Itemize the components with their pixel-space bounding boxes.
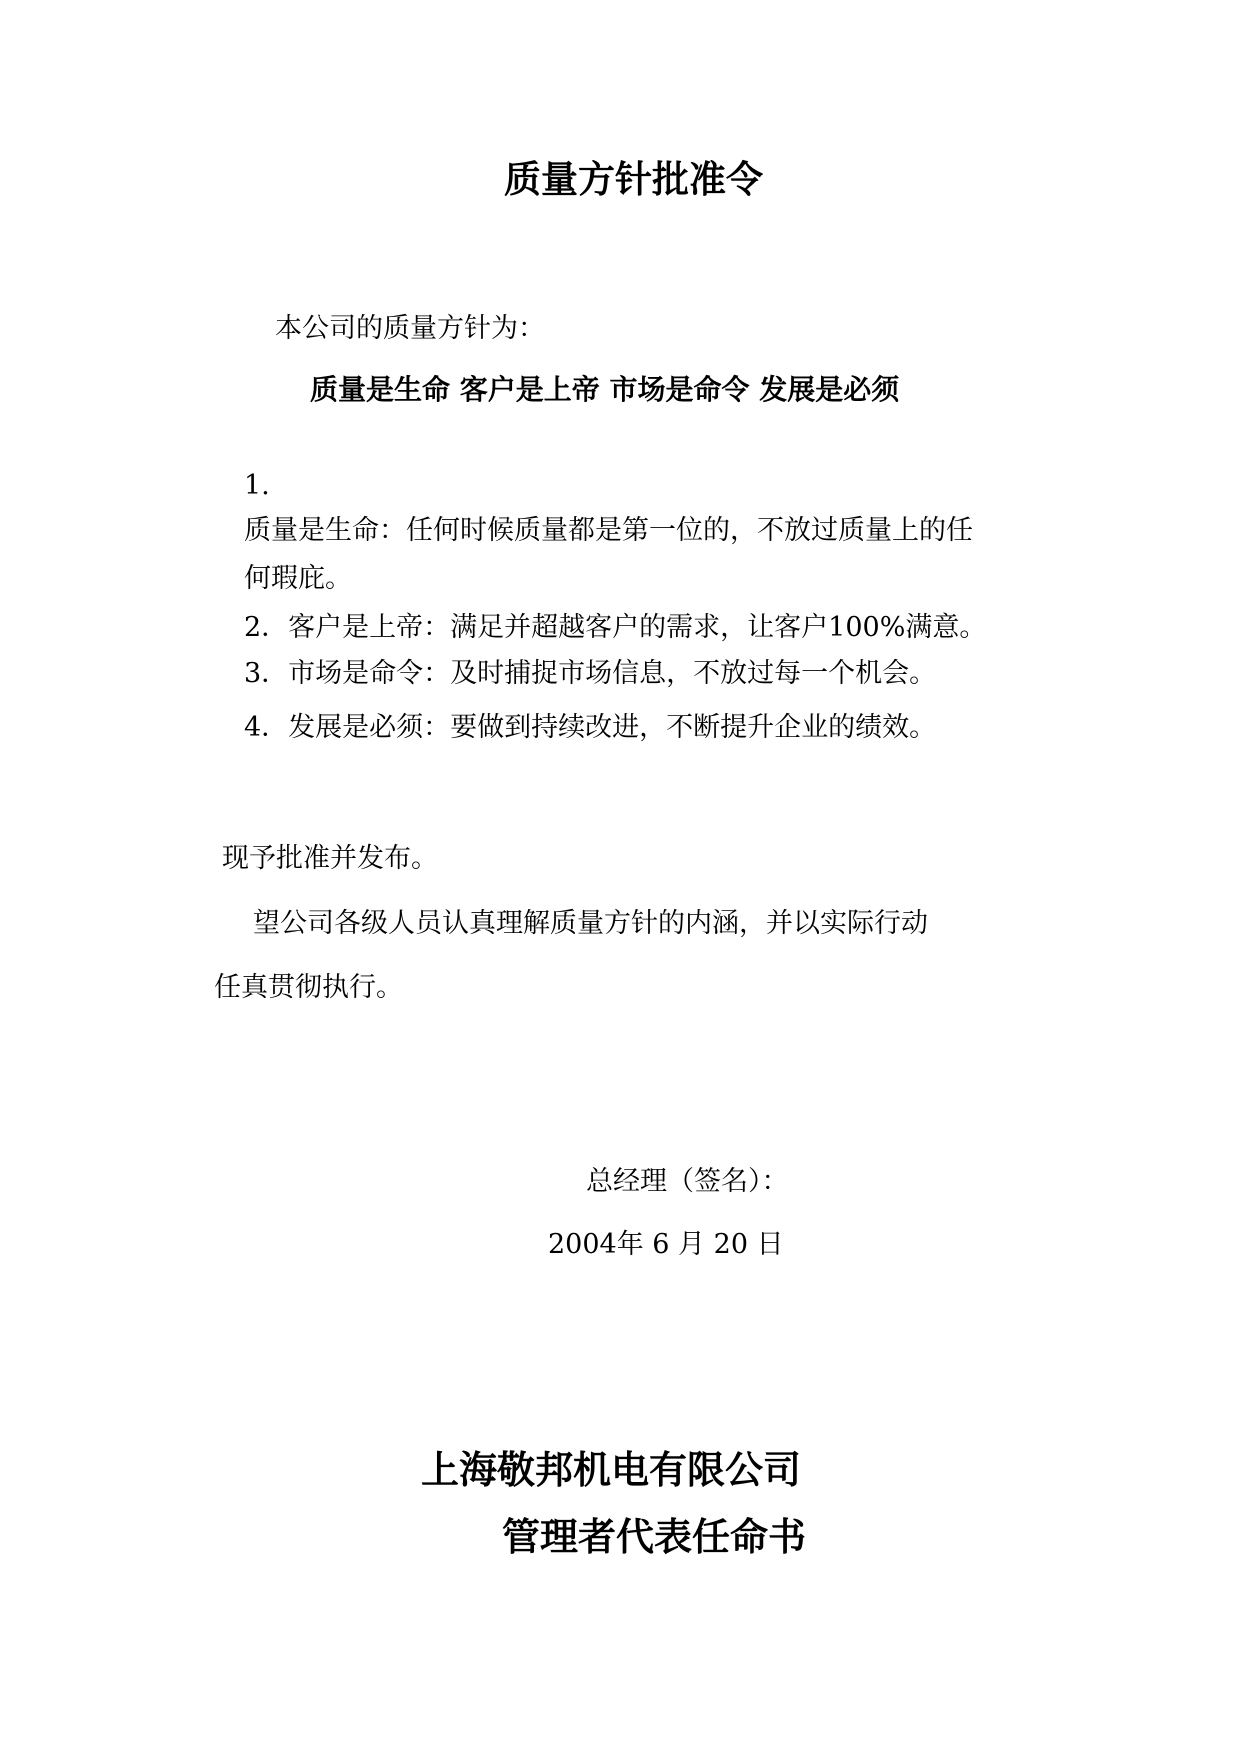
company-name: 上海敬邦机电有限公司 (421, 1448, 802, 1492)
document-date: 2004年 6 月 20 日 (548, 1229, 784, 1260)
expectation-line1: 望公司各级人员认真理解质量方针的内涵，并以实际行动 (253, 908, 928, 939)
next-section-title: 管理者代表任命书 (502, 1515, 807, 1559)
item-1-text-line2: 何瑕庇。 (244, 563, 352, 594)
item-3-text: 3．市场是命令：及时捕捉市场信息，不放过每一个机会。 (244, 658, 937, 689)
item-4-text: 4．发展是必须：要做到持续改进，不断提升企业的绩效。 (244, 712, 937, 743)
expectation-line2: 任真贯彻执行。 (214, 972, 403, 1003)
policy-slogan: 质量是生命 客户是上帝 市场是命令 发展是必须 (310, 373, 900, 406)
policy-intro: 本公司的质量方针为： (275, 313, 545, 344)
signature-label: 总经理（签名）： (586, 1166, 789, 1197)
item-2-text: 2．客户是上帝：满足并超越客户的需求，让客户100%满意。 (244, 612, 987, 643)
item-1-number: 1. (244, 470, 270, 501)
approval-statement: 现予批准并发布。 (222, 843, 438, 874)
item-1-text-line1: 质量是生命：任何时候质量都是第一位的，不放过质量上的任 (244, 515, 973, 546)
document-title: 质量方针批准令 (504, 158, 763, 201)
